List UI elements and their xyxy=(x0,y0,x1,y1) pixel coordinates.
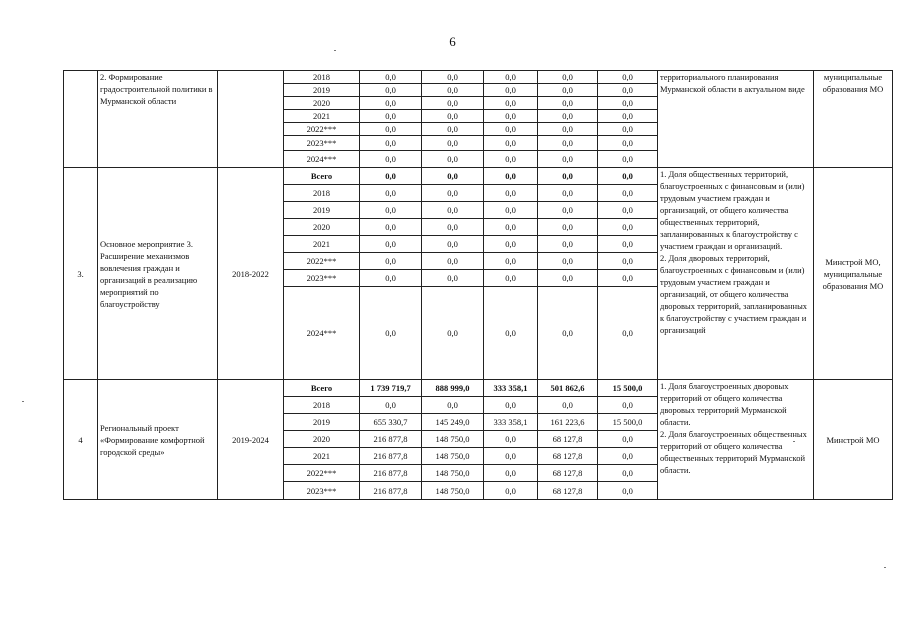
amount-cell: 0,0 xyxy=(598,465,658,482)
event-name-cell: 2. Формирование градостроительной политики в Мурманской области xyxy=(98,71,218,168)
amount-cell: 0,0 xyxy=(422,136,484,151)
period-cell: 2018-2022 xyxy=(218,168,284,380)
year-cell: 2023*** xyxy=(284,136,360,151)
indicator-text-2: 2. Доля дворовых территорий, благоустроенных с финансовым и (или) трудовым участием граждан и организаций, от общего количества дворовых территорий, запланированных к благоустройству с участием граждан и организаций xyxy=(660,253,808,335)
amount-cell: 0,0 xyxy=(360,71,422,84)
year-cell: 2019 xyxy=(284,414,360,431)
amount-cell: 0,0 xyxy=(484,71,538,84)
amount-cell: 0,0 xyxy=(598,168,658,185)
amount-cell: 0,0 xyxy=(598,431,658,448)
amount-cell: 0,0 xyxy=(484,270,538,287)
amount-cell: 0,0 xyxy=(360,110,422,123)
amount-cell: 0,0 xyxy=(484,97,538,110)
executor-cell: Минстрой МО xyxy=(814,380,893,500)
year-cell: 2018 xyxy=(284,185,360,202)
amount-cell: 0,0 xyxy=(598,287,658,380)
amount-cell: 0,0 xyxy=(360,270,422,287)
amount-cell: 0,0 xyxy=(422,71,484,84)
amount-cell: 216 877,8 xyxy=(360,482,422,500)
amount-cell: 0,0 xyxy=(538,397,598,414)
amount-cell: 0,0 xyxy=(598,202,658,219)
amount-cell: 0,0 xyxy=(360,185,422,202)
row-number-cell: 3. xyxy=(64,168,98,380)
amount-cell: 0,0 xyxy=(360,202,422,219)
amount-cell: 0,0 xyxy=(598,110,658,123)
scan-speck xyxy=(22,401,24,402)
year-cell: 2018 xyxy=(284,397,360,414)
amount-cell: 216 877,8 xyxy=(360,465,422,482)
amount-cell: 0,0 xyxy=(360,287,422,380)
amount-cell: 0,0 xyxy=(538,270,598,287)
amount-cell: 0,0 xyxy=(422,287,484,380)
amount-cell: 0,0 xyxy=(598,71,658,84)
year-cell: 2021 xyxy=(284,236,360,253)
amount-cell: 0,0 xyxy=(598,482,658,500)
indicator-cell xyxy=(658,168,814,380)
amount-cell: 0,0 xyxy=(538,287,598,380)
year-cell: 2020 xyxy=(284,219,360,236)
amount-cell: 333 358,1 xyxy=(484,414,538,431)
table-body xyxy=(64,71,893,500)
executor-cell: Минстрой МО, муниципальные образования МО xyxy=(814,168,893,380)
amount-cell: 0,0 xyxy=(538,253,598,270)
table-row xyxy=(64,71,893,84)
row-number-cell xyxy=(64,71,98,168)
amount-cell: 0,0 xyxy=(360,97,422,110)
amount-cell: 0,0 xyxy=(538,236,598,253)
amount-cell: 68 127,8 xyxy=(538,448,598,465)
amount-cell: 0,0 xyxy=(360,136,422,151)
amount-cell: 68 127,8 xyxy=(538,465,598,482)
amount-cell: 0,0 xyxy=(484,287,538,380)
amount-cell: 0,0 xyxy=(538,136,598,151)
year-cell: 2021 xyxy=(284,448,360,465)
year-cell: Всего xyxy=(284,168,360,185)
year-cell: 2023*** xyxy=(284,482,360,500)
amount-cell: 0,0 xyxy=(598,123,658,136)
amount-cell: 68 127,8 xyxy=(538,431,598,448)
amount-cell: 0,0 xyxy=(484,202,538,219)
amount-cell: 0,0 xyxy=(484,185,538,202)
amount-cell: 0,0 xyxy=(538,219,598,236)
amount-cell: 501 862,6 xyxy=(538,380,598,397)
indicator-text-1: 1. Доля благоустроенных дворовых территорий от общего количества дворовых территорий Мурманской области. xyxy=(660,381,789,427)
year-cell: 2022*** xyxy=(284,465,360,482)
amount-cell: 15 500,0 xyxy=(598,380,658,397)
year-cell: 2020 xyxy=(284,97,360,110)
amount-cell: 0,0 xyxy=(538,123,598,136)
indicator-text-2: 2. Доля благоустроенных общественных территорий от общего количества общественных территорий Мурманской области. xyxy=(660,429,807,475)
amount-cell: 0,0 xyxy=(422,397,484,414)
year-cell: 2020 xyxy=(284,431,360,448)
event-name-cell: Основное мероприятие 3. Расширение механизмов вовлечения граждан и организаций в реализацию мероприятий по благоустройству xyxy=(98,168,218,380)
amount-cell: 0,0 xyxy=(422,219,484,236)
amount-cell: 0,0 xyxy=(484,236,538,253)
year-cell: 2023*** xyxy=(284,270,360,287)
amount-cell: 0,0 xyxy=(598,151,658,168)
amount-cell: 0,0 xyxy=(360,84,422,97)
amount-cell: 0,0 xyxy=(598,236,658,253)
amount-cell: 0,0 xyxy=(422,123,484,136)
amount-cell: 0,0 xyxy=(598,219,658,236)
amount-cell: 0,0 xyxy=(422,185,484,202)
amount-cell: 148 750,0 xyxy=(422,431,484,448)
amount-cell: 0,0 xyxy=(484,136,538,151)
amount-cell: 0,0 xyxy=(422,110,484,123)
amount-cell: 0,0 xyxy=(360,253,422,270)
amount-cell: 216 877,8 xyxy=(360,448,422,465)
scan-speck xyxy=(334,50,336,51)
year-cell: 2022*** xyxy=(284,123,360,136)
amount-cell: 68 127,8 xyxy=(538,482,598,500)
amount-cell: 148 750,0 xyxy=(422,482,484,500)
year-cell: 2024*** xyxy=(284,151,360,168)
period-cell: 2019-2024 xyxy=(218,380,284,500)
amount-cell: 0,0 xyxy=(598,185,658,202)
amount-cell: 0,0 xyxy=(360,397,422,414)
amount-cell: 0,0 xyxy=(538,202,598,219)
amount-cell: 0,0 xyxy=(484,110,538,123)
scan-speck xyxy=(884,567,886,568)
year-cell: Всего xyxy=(284,380,360,397)
amount-cell: 0,0 xyxy=(484,168,538,185)
year-cell: 2022*** xyxy=(284,253,360,270)
amount-cell: 0,0 xyxy=(598,253,658,270)
amount-cell: 148 750,0 xyxy=(422,448,484,465)
amount-cell: 655 330,7 xyxy=(360,414,422,431)
amount-cell: 0,0 xyxy=(538,185,598,202)
program-table xyxy=(63,70,893,500)
amount-cell: 0,0 xyxy=(598,448,658,465)
amount-cell: 0,0 xyxy=(538,110,598,123)
amount-cell: 0,0 xyxy=(360,123,422,136)
amount-cell: 0,0 xyxy=(422,84,484,97)
amount-cell: 0,0 xyxy=(484,465,538,482)
event-name-cell: Региональный проект «Формирование комфортной городской среды» xyxy=(98,380,218,500)
amount-cell: 0,0 xyxy=(484,151,538,168)
amount-cell: 0,0 xyxy=(598,136,658,151)
amount-cell: 0,0 xyxy=(360,219,422,236)
year-cell: 2021 xyxy=(284,110,360,123)
amount-cell: 0,0 xyxy=(484,431,538,448)
amount-cell: 0,0 xyxy=(422,270,484,287)
amount-cell: 0,0 xyxy=(484,123,538,136)
indicator-text-1: 1. Доля общественных территорий, благоустроенных с финансовым и (или) трудовым участием граждан и организаций, от общего количества общественных территорий, запланированных к благоустройству с участием граждан и организаций. xyxy=(660,169,805,251)
amount-cell: 888 999,0 xyxy=(422,380,484,397)
amount-cell: 1 739 719,7 xyxy=(360,380,422,397)
amount-cell: 145 249,0 xyxy=(422,414,484,431)
amount-cell: 0,0 xyxy=(484,253,538,270)
amount-cell: 0,0 xyxy=(360,151,422,168)
year-cell: 2019 xyxy=(284,202,360,219)
amount-cell: 0,0 xyxy=(360,168,422,185)
amount-cell: 0,0 xyxy=(598,270,658,287)
amount-cell: 0,0 xyxy=(598,84,658,97)
executor-cell: муниципальные образования МО xyxy=(814,71,893,168)
amount-cell: 0,0 xyxy=(422,151,484,168)
amount-cell: 0,0 xyxy=(422,253,484,270)
amount-cell: 15 500,0 xyxy=(598,414,658,431)
year-cell: 2018 xyxy=(284,71,360,84)
amount-cell: 0,0 xyxy=(484,397,538,414)
amount-cell: 0,0 xyxy=(422,236,484,253)
amount-cell: 0,0 xyxy=(422,168,484,185)
amount-cell: 0,0 xyxy=(538,71,598,84)
indicator-cell: территориального планирования Мурманской области в актуальном виде xyxy=(658,71,814,168)
amount-cell: 0,0 xyxy=(360,236,422,253)
scan-speck xyxy=(793,441,795,442)
amount-cell: 0,0 xyxy=(538,168,598,185)
amount-cell: 0,0 xyxy=(484,448,538,465)
amount-cell: 216 877,8 xyxy=(360,431,422,448)
row-number-cell: 4 xyxy=(64,380,98,500)
amount-cell: 0,0 xyxy=(598,97,658,110)
year-cell: 2024*** xyxy=(284,287,360,380)
amount-cell: 0,0 xyxy=(484,84,538,97)
amount-cell: 0,0 xyxy=(422,202,484,219)
amount-cell: 0,0 xyxy=(538,151,598,168)
amount-cell: 0,0 xyxy=(422,97,484,110)
amount-cell: 0,0 xyxy=(538,84,598,97)
amount-cell: 0,0 xyxy=(484,219,538,236)
amount-cell: 148 750,0 xyxy=(422,465,484,482)
page-number: 6 xyxy=(449,34,456,49)
table-row xyxy=(64,168,893,185)
period-cell xyxy=(218,71,284,168)
table-row xyxy=(64,380,893,397)
amount-cell: 333 358,1 xyxy=(484,380,538,397)
amount-cell: 0,0 xyxy=(484,482,538,500)
year-cell: 2019 xyxy=(284,84,360,97)
amount-cell: 0,0 xyxy=(538,97,598,110)
amount-cell: 0,0 xyxy=(598,397,658,414)
amount-cell: 161 223,6 xyxy=(538,414,598,431)
indicator-cell xyxy=(658,380,814,500)
